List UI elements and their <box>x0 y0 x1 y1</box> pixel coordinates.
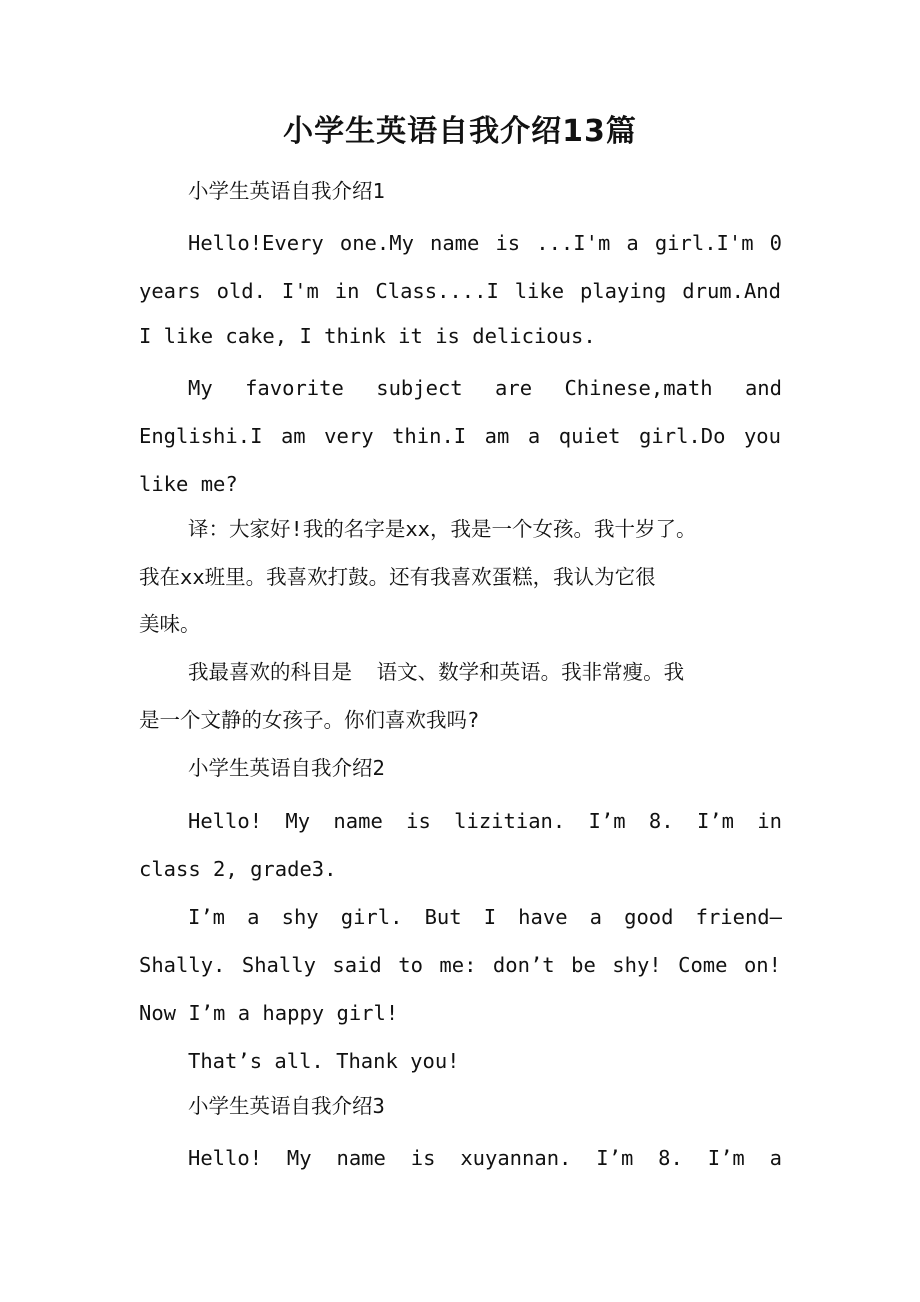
paragraph-line: Hello! My name is xuyannan. I’m 8. I’m a <box>188 1146 782 1170</box>
paragraph-line: like me? <box>139 472 238 496</box>
paragraph-line: My favorite subject are Chinese,math and <box>188 376 782 400</box>
paragraph-line: years old. I'm in Class....I like playing drum.And <box>139 279 781 303</box>
paragraph-line: 译：大家好!我的名字是xx，我是一个女孩。我十岁了。 <box>188 517 697 541</box>
paragraph-line: Hello! My name is lizitian. I’m 8. I’m in <box>188 809 782 833</box>
paragraph-line: Englishi.I am very thin.I am a quiet girl.Do you <box>139 424 781 448</box>
paragraph-line: That’s all. Thank you! <box>188 1049 460 1073</box>
section-heading-2: 小学生英语自我介绍2 <box>188 756 385 780</box>
section-heading-3: 小学生英语自我介绍3 <box>188 1094 385 1118</box>
paragraph-line: 美味。 <box>139 612 201 636</box>
paragraph-line: class 2, grade3. <box>139 857 337 881</box>
section-heading-1: 小学生英语自我介绍1 <box>188 179 385 203</box>
paragraph-line: 是一个文静的女孩子。你们喜欢我吗? <box>139 708 480 732</box>
paragraph-line: I’m a shy girl. But I have a good friend— <box>188 905 782 929</box>
paragraph-line: Hello!Every one.My name is ...I'm a girl.I'm 0 <box>188 231 782 255</box>
paragraph-line: I like cake, I think it is delicious. <box>139 324 596 348</box>
document-title: 小学生英语自我介绍13篇 <box>283 114 637 149</box>
paragraph-line: Now I’m a happy girl! <box>139 1001 399 1025</box>
paragraph-line: 我在xx班里。我喜欢打鼓。还有我喜欢蛋糕，我认为它很 <box>139 565 656 589</box>
paragraph-line: 我最喜欢的科目是 语文、数学和英语。我非常瘦。我 <box>188 660 685 684</box>
paragraph-line: Shally. Shally said to me: don’t be shy! Come on! <box>139 953 781 977</box>
